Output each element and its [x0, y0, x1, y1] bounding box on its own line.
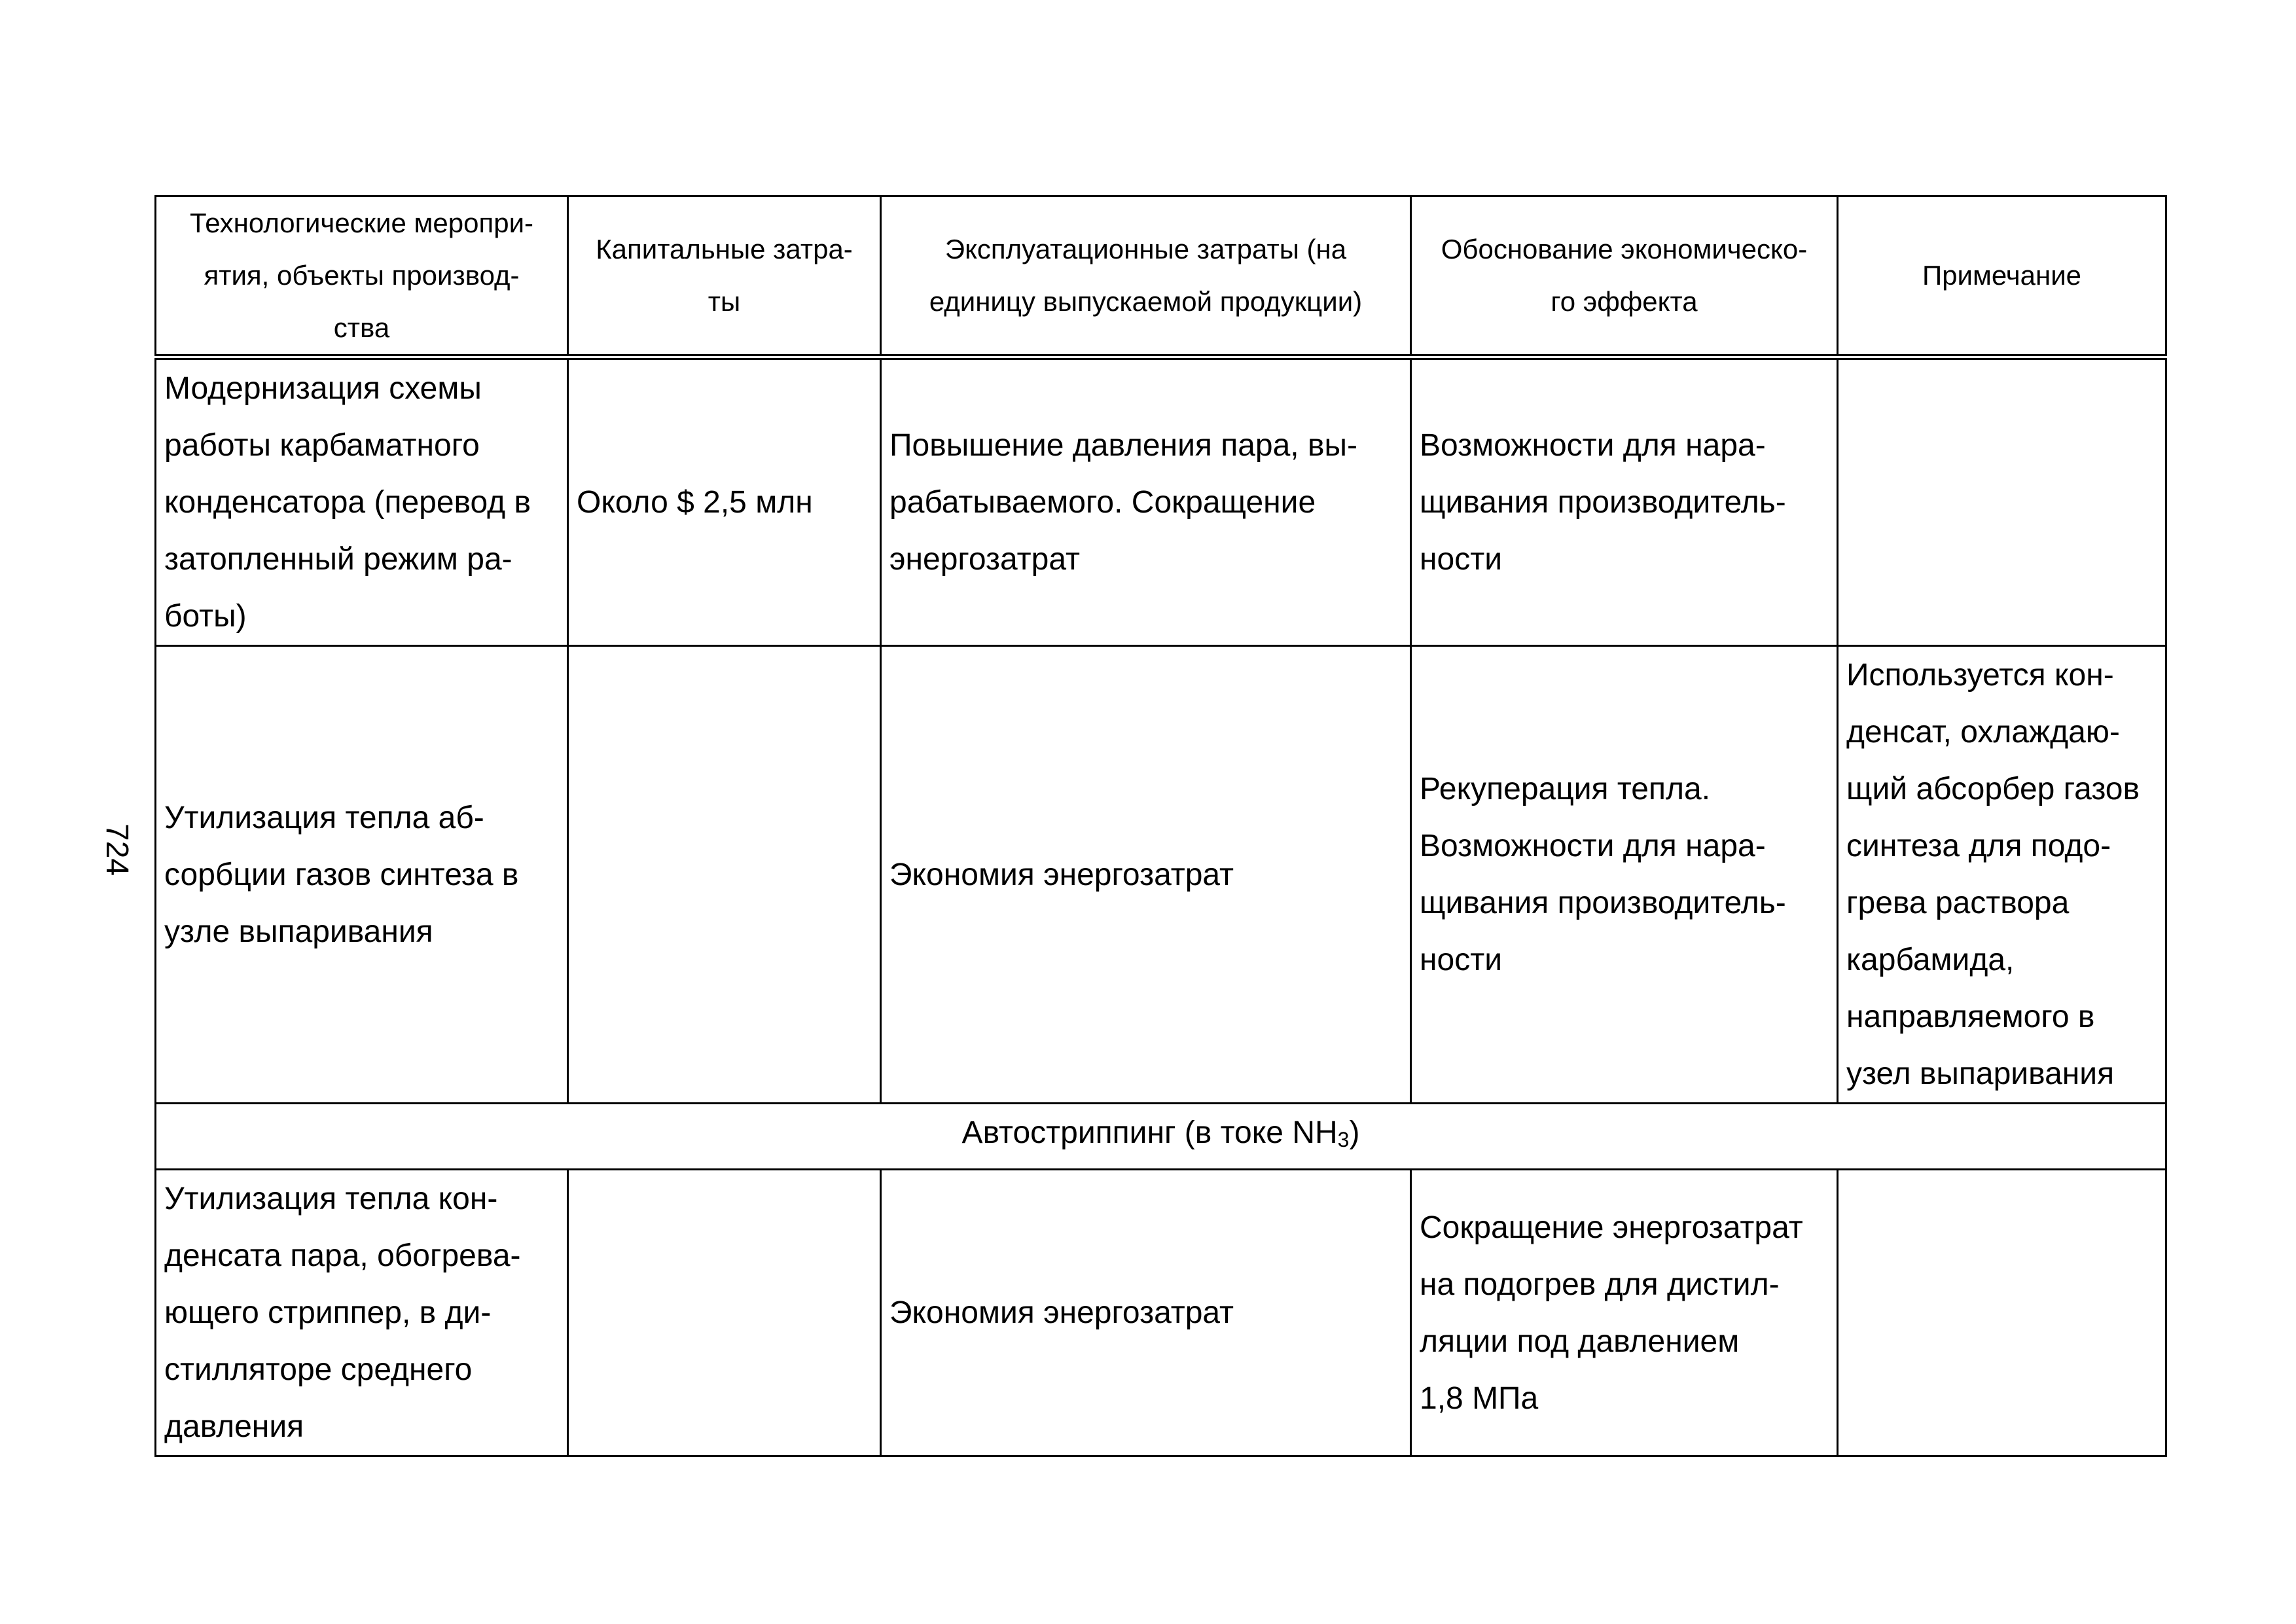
measures-table [154, 195, 2167, 1457]
section-title-suffix: ) [1349, 1115, 1360, 1150]
header-measures: Технологические меропри- ятия, объекты производ- ства [156, 196, 568, 357]
cell-capital [568, 646, 881, 1104]
table-row [156, 1170, 2166, 1456]
page-number: 724 [99, 823, 134, 876]
cell-operating: Экономия энергозатрат [881, 646, 1411, 1104]
table-row [156, 357, 2166, 646]
cell-measure: Утилизация тепла кон- денсата пара, обогрева- ющего стриппер, в ди- стилляторе среднего давления [156, 1170, 568, 1456]
section-row [156, 1104, 2166, 1170]
header-economic-justification: Обоснование экономическо- го эффекта [1411, 196, 1838, 357]
cell-operating: Экономия энергозатрат [881, 1170, 1411, 1456]
header-row [156, 196, 2166, 357]
header-capital-costs: Капитальные затра- ты [568, 196, 881, 357]
section-title [156, 1104, 2166, 1170]
cell-note [1838, 357, 2166, 646]
header-operating-costs: Эксплуатационные затраты (на единицу выпускаемой продукции) [881, 196, 1411, 357]
table-row [156, 646, 2166, 1104]
cell-justification: Сокращение энергозатрат на подогрев для дистил- ляции под давлением 1,8 МПа [1411, 1170, 1838, 1456]
cell-note: Используется кон- денсат, охлаждаю- щий абсорбер газов синтеза для подо- грева раствора карбамида, направляемого в узел выпаривания [1838, 646, 2166, 1104]
cell-justification: Возможности для нара- щивания производитель- ности [1411, 357, 1838, 646]
cell-justification: Рекуперация тепла. Возможности для нара- щивания производитель- ности [1411, 646, 1838, 1104]
cell-operating: Повышение давления пара, вы- рабатываемого. Сокращение энергозатрат [881, 357, 1411, 646]
cell-capital [568, 1170, 881, 1456]
table-header [156, 196, 2166, 357]
section-title-prefix: Автостриппинг (в токе NH [961, 1115, 1338, 1150]
section-title-subscript: 3 [1337, 1128, 1350, 1151]
cell-capital: Около $ 2,5 млн [568, 357, 881, 646]
cell-measure: Модернизация схемы работы карбаматного конденсатора (перевод в затопленный режим ра- боты) [156, 357, 568, 646]
cell-note [1838, 1170, 2166, 1456]
cell-measure: Утилизация тепла аб- сорбции газов синтеза в узле выпаривания [156, 646, 568, 1104]
header-note: Примечание [1838, 196, 2166, 357]
